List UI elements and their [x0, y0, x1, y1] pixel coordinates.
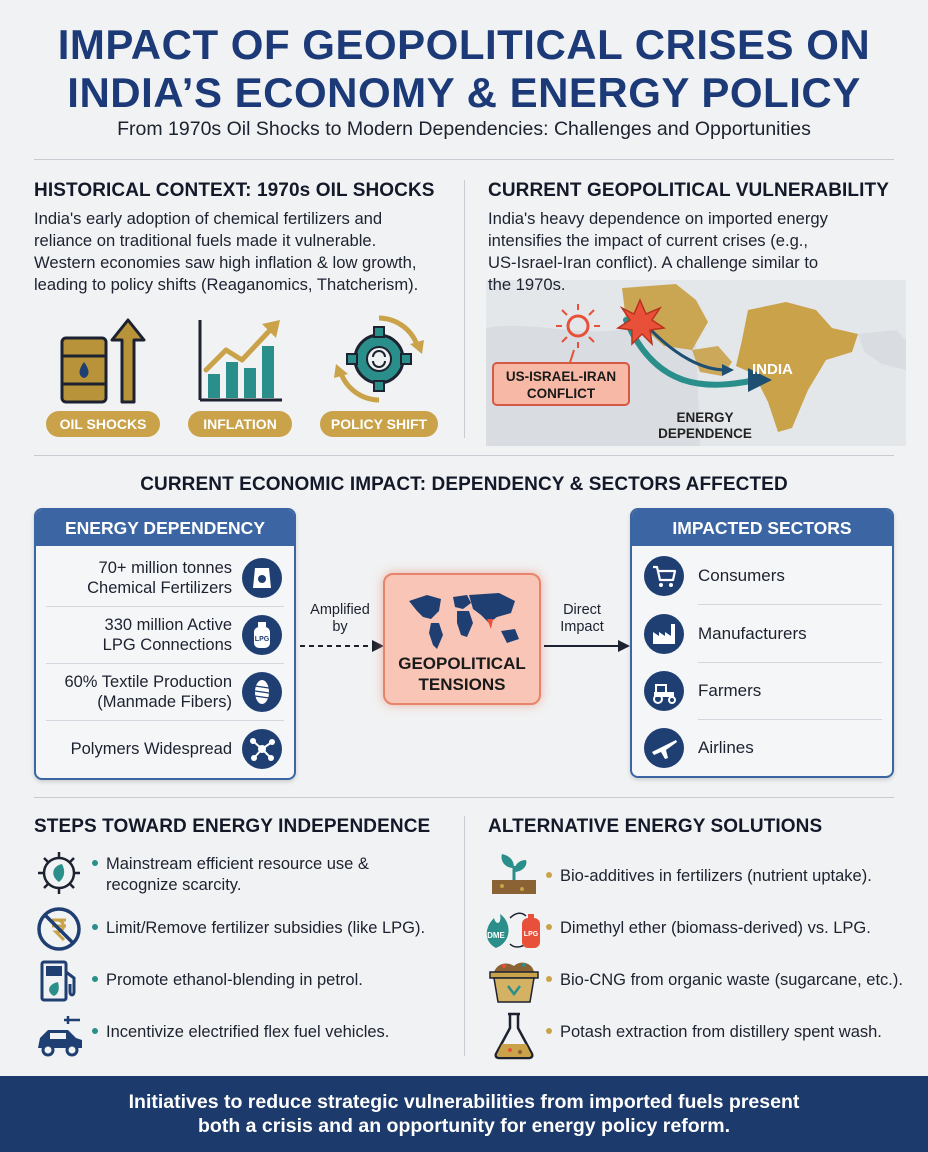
divider [34, 797, 894, 798]
step-item: Incentivize electrified flex fuel vehicles. [92, 1022, 389, 1043]
dme-tag: DME [487, 931, 505, 940]
tensions-line: TENSIONS [418, 675, 506, 694]
energy-dependency-panel [34, 508, 296, 780]
footer-line-2: both a crisis and an opportunity for energy policy reform. [198, 1115, 730, 1137]
dependency-item: Polymers Widespread [36, 721, 294, 777]
dependency-item: 60% Textile Production (Manmade Fibers) [36, 664, 294, 720]
footer-line-1: Initiatives to reduce strategic vulnerabilities from imported fuels present [128, 1091, 800, 1113]
historical-text: India's early adoption of chemical fertilizers and reliance on traditional fuels made it vulnerable. Western economies saw high inflation & low growth, leading to policy shifts (Reaganomics, Thatcherism). [34, 209, 419, 294]
step-item: Limit/Remove fertilizer subsidies (like LPG). [92, 918, 425, 939]
flask-icon [490, 1010, 538, 1060]
title-line-1: IMPACT OF GEOPOLITICAL CRISES ON [57, 21, 871, 68]
organic-waste-bin-icon [486, 956, 542, 1004]
no-subsidy-icon [36, 906, 82, 952]
title-line-2: INDIA’S ECONOMY & ENERGY POLICY [67, 69, 861, 116]
lpg-cylinder-icon [242, 615, 282, 655]
step-item: Mainstream efficient resource use & recognize scarcity. [92, 854, 369, 896]
sprout-soil-icon [490, 850, 538, 896]
amplified-by-label: Amplified by [310, 602, 370, 635]
energy-dependency-title: ENERGY DEPENDENCY [36, 510, 294, 546]
steps-heading: STEPS TOWARD ENERGY INDEPENDENCE [34, 816, 431, 837]
molecule-icon [242, 729, 282, 769]
oil-shocks-pill: OIL SHOCKS [46, 411, 160, 437]
alternative-item: Dimethyl ether (biomass-derived) vs. LPG. [546, 918, 871, 939]
policy-shift-pill: POLICY SHIFT [320, 411, 438, 437]
factory-icon [644, 614, 684, 654]
dependency-item: 70+ million tonnes Chemical Fertilizers [36, 550, 294, 606]
dme-lpg-icon [482, 904, 546, 952]
airplane-icon [644, 728, 684, 768]
gear-leaf-icon [36, 850, 82, 896]
dependency-item: 330 million Active LPG Connections LPG [36, 607, 294, 663]
geopolitical-line: GEOPOLITICAL [398, 654, 526, 673]
step-item: Promote ethanol-blending in petrol. [92, 970, 363, 991]
india-label: INDIA [752, 361, 793, 378]
alternative-item: Potash extraction from distillery spent wash. [546, 1022, 882, 1043]
alternative-item: Bio-additives in fertilizers (nutrient uptake). [546, 866, 872, 887]
ethanol-pump-icon [36, 958, 82, 1004]
historical-heading: HISTORICAL CONTEXT: 1970s OIL SHOCKS [34, 180, 435, 201]
fertilizer-bag-icon [242, 558, 282, 598]
electric-car-icon [34, 1014, 86, 1058]
tractor-icon [644, 671, 684, 711]
conflict-label-box: US-ISRAEL-IRAN CONFLICT [492, 362, 630, 406]
sector-item: Farmers [632, 663, 892, 719]
energy-dependence-label: ENERGY DEPENDENCE [658, 410, 752, 441]
direct-impact-label: Direct Impact [560, 602, 604, 635]
sector-item: Airlines [632, 720, 892, 776]
impacted-sectors-panel [630, 508, 894, 778]
amplified-arrow [300, 640, 384, 652]
subtitle: From 1970s Oil Shocks to Modern Dependencies: Challenges and Opportunities [117, 118, 811, 140]
world-map-icon [403, 589, 525, 651]
lpg-tag: LPG [523, 931, 539, 938]
impacted-sectors-title: IMPACTED SECTORS [632, 510, 892, 546]
column-divider [464, 816, 465, 1056]
column-divider [464, 180, 465, 438]
direct-impact-arrow [544, 640, 630, 652]
inflation-chart-icon [196, 316, 286, 404]
oil-barrel-icon [58, 318, 148, 404]
svg-text:LPG: LPG [254, 636, 270, 643]
shopping-cart-icon [644, 556, 684, 596]
alternative-item: Bio-CNG from organic waste (sugarcane, etc.). [546, 970, 903, 991]
policy-shift-gear-icon [334, 314, 424, 404]
alternatives-heading: ALTERNATIVE ENERGY SOLUTIONS [488, 816, 823, 837]
economic-heading: CURRENT ECONOMIC IMPACT: DEPENDENCY & SECTORS AFFECTED [140, 474, 788, 495]
footer-banner [0, 1076, 928, 1152]
inflation-pill: INFLATION [188, 411, 292, 437]
sector-item: Manufacturers [632, 606, 892, 662]
divider [34, 455, 894, 456]
thread-spool-icon [242, 672, 282, 712]
geopolitical-tensions-box [383, 573, 541, 705]
sector-item: Consumers [632, 548, 892, 604]
vulnerability-heading: CURRENT GEOPOLITICAL VULNERABILITY [488, 180, 889, 201]
divider [34, 159, 894, 160]
vulnerability-text: India's heavy dependence on imported energy intensifies the impact of current crises (e.g., US-Israel-Iran conflict). A challenge similar to the 1970s. [488, 209, 828, 294]
